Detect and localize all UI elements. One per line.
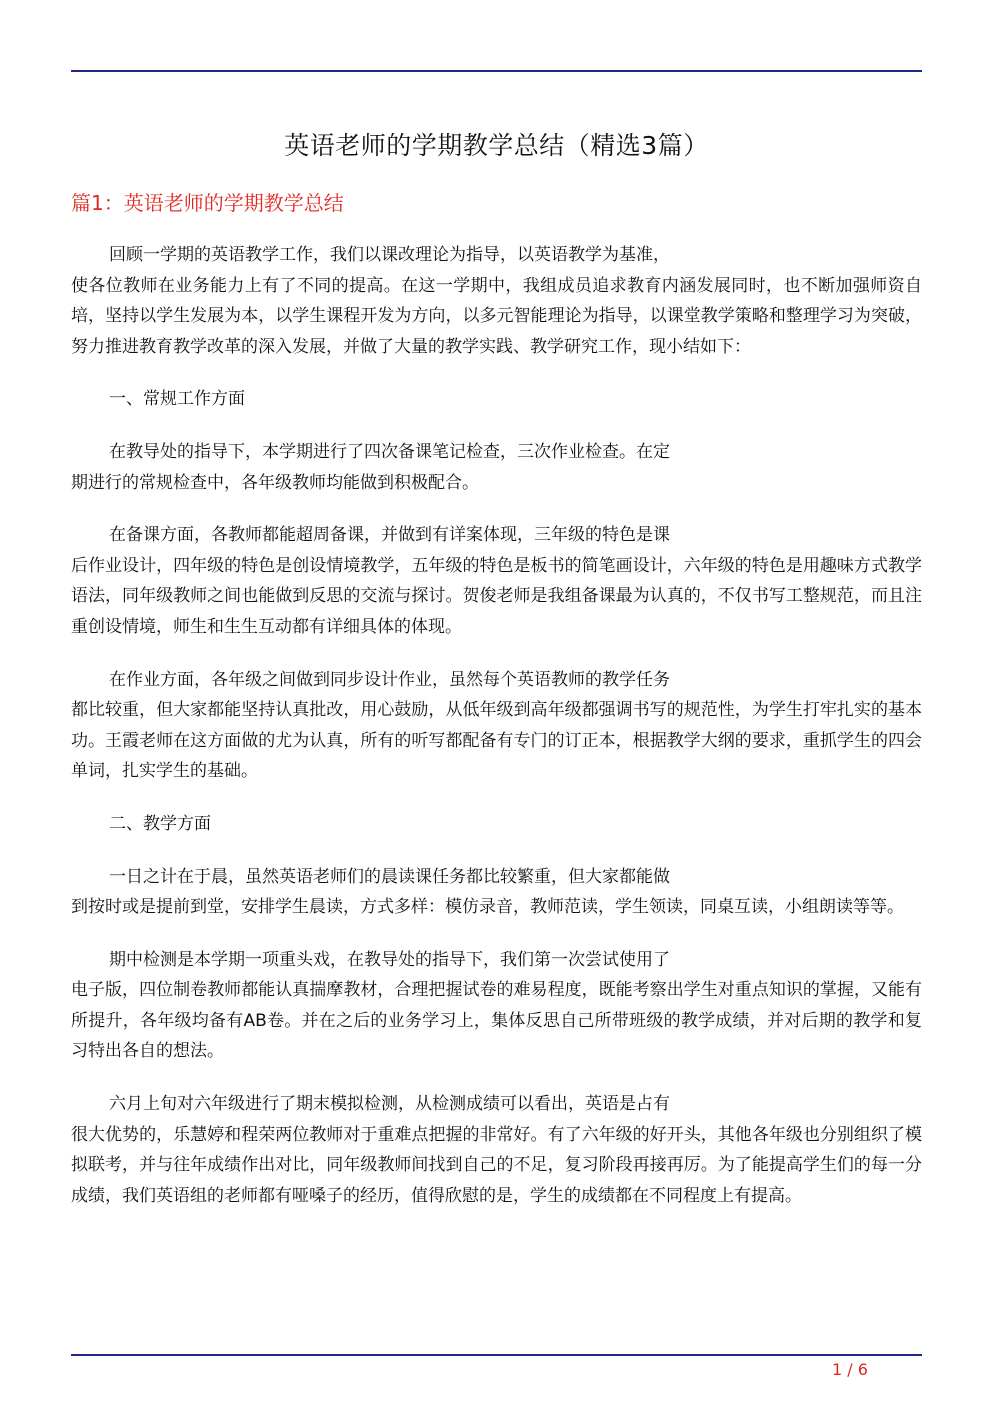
paragraph-text: 电子版，四位制卷教师都能认真揣摩教材，合理把握试卷的难易程度，既能考察出学生对重点知识的掌握，又能有所提升，各年级均备有AB卷。并在之后的业务学习上，集体反思自己所带班级的教学成绩，并对后期的教学和复习特出各自的想法。 <box>71 980 922 1062</box>
paragraph-text: 使各位教师在业务能力上有了不同的提高。在这一学期中，我组成员追求教育内涵发展同时，也不断加强师资自培，坚持以学生发展为本，以学生课程开发为方向，以多元智能理论为指导，以课堂教学策略和整理学习为突破，努力推进教育教学改革的深入发展，并做了大量的教学实践、教学研究工作，现小结如下： <box>71 275 922 357</box>
paragraph-first-line: 期中检测是本学期一项重头戏，在教导处的指导下，我们第一次尝试使用了 <box>109 949 670 970</box>
paragraph-text: 后作业设计，四年级的特色是创设情境教学，五年级的特色是板书的简笔画设计，六年级的特色是用趣味方式教学语法，同年级教师之间也能做到反思的交流与探讨。贺俊老师是我组备课最为认真的，不仅书写工整规范，而且注重创设情境，师生和生生互动都有详细具体的体现。 <box>71 555 922 637</box>
paragraph <box>71 945 922 1067</box>
header-rule <box>71 70 922 72</box>
subsection-heading: 二、教学方面 <box>109 813 211 834</box>
subsection-heading: 一、常规工作方面 <box>109 389 245 410</box>
paragraph-text: 期进行的常规检查中，各年级教师均能做到积极配合。 <box>71 472 479 493</box>
paragraph-first-line: 在作业方面，各年级之间做到同步设计作业，虽然每个英语教师的教学任务 <box>109 669 670 690</box>
paragraph <box>71 240 922 362</box>
document-title: 英语老师的学期教学总结（精选3篇） <box>284 131 709 160</box>
section-heading: 篇1：英语老师的学期教学总结 <box>71 191 344 215</box>
page-indicator: 1 / 6 <box>832 1360 868 1379</box>
footer-rule <box>71 1354 922 1356</box>
paragraph-first-line: 在备课方面，各教师都能超周备课，并做到有详案体现，三年级的特色是课 <box>109 525 670 546</box>
paragraph-first-line: 一日之计在于晨，虽然英语老师们的晨读课任务都比较繁重，但大家都能做 <box>109 866 670 887</box>
paragraph <box>71 665 922 787</box>
paragraph <box>71 862 922 923</box>
paragraph-text: 很大优势的，乐慧婷和程荣两位教师对于重难点把握的非常好。有了六年级的好开头，其他各年级也分别组织了模拟联考，并与往年成绩作出对比，同年级教师间找到自己的不足，复习阶段再接再厉。为了能提高学生们的每一分成绩，我们英语组的老师都有哑嗓子的经历，值得欣慰的是，学生的成绩都在不同程度上有提高。 <box>71 1124 922 1206</box>
paragraph <box>71 437 922 498</box>
paragraph-text: 都比较重，但大家都能坚持认真批改，用心鼓励，从低年级到高年级都强调书写的规范性，为学生打牢扎实的基本功。王霞老师在这方面做的尤为认真，所有的听写都配备有专门的订正本，根据教学大纲的要求，重抓学生的四会单词，扎实学生的基础。 <box>71 700 922 782</box>
document-body <box>71 240 922 1233</box>
paragraph <box>71 520 922 642</box>
paragraph-first-line: 回顾一学期的英语教学工作，我们以课改理论为指导，以英语教学为基准， <box>109 245 670 265</box>
paragraph-first-line: 在教导处的指导下，本学期进行了四次备课笔记检查，三次作业检查。在定 <box>109 441 670 462</box>
paragraph-first-line: 六月上旬对六年级进行了期末模拟检测，从检测成绩可以看出，英语是占有 <box>109 1094 670 1115</box>
paragraph-text: 到按时或是提前到堂，安排学生晨读，方式多样：模仿录音，教师范读，学生领读，同桌互读，小组朗读等等。 <box>71 897 904 918</box>
paragraph <box>71 1089 922 1211</box>
